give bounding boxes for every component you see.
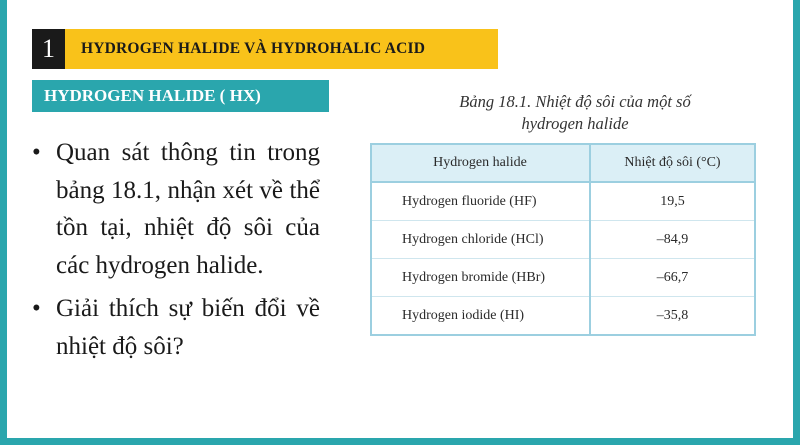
- bullet-icon: •: [32, 139, 41, 166]
- compound-cell: Hydrogen iodide (HI): [371, 297, 590, 336]
- compound-cell: Hydrogen fluoride (HF): [371, 182, 590, 221]
- section-header: [32, 29, 498, 69]
- compound-cell: Hydrogen chloride (HCl): [371, 221, 590, 259]
- boiling-point-table: [370, 143, 756, 336]
- compound-cell: Hydrogen bromide (HBr): [371, 259, 590, 297]
- bullet-text: Giải thích sự biến đổi về nhiệt độ sôi?: [56, 295, 320, 360]
- boiling-point-cell: –84,9: [590, 221, 755, 259]
- bullet-icon: •: [32, 295, 41, 322]
- bullet-list: [30, 134, 320, 365]
- table-caption-line: Bảng 18.1. Nhiệt độ sôi của một số: [459, 92, 691, 111]
- bullet-text: Quan sát thông tin trong bảng 18.1, nhận xét về thể tồn tại, nhiệt độ sôi của các hydrogen halide.: [56, 139, 320, 279]
- boiling-point-cell: 19,5: [590, 182, 755, 221]
- bullet-item: [30, 290, 320, 365]
- section-number: 1: [32, 29, 65, 69]
- column-header: Nhiệt độ sôi (°C): [590, 144, 755, 182]
- table-row: [371, 259, 755, 297]
- table-row: [371, 221, 755, 259]
- boiling-point-cell: –35,8: [590, 297, 755, 336]
- boiling-point-cell: –66,7: [590, 259, 755, 297]
- table-caption-line: hydrogen halide: [521, 114, 629, 133]
- column-header: Hydrogen halide: [371, 144, 590, 182]
- left-accent-bar: [0, 0, 7, 445]
- section-title: HYDROGEN HALIDE VÀ HYDROHALIC ACID: [81, 40, 426, 57]
- table-row: [371, 182, 755, 221]
- subheader: HYDROGEN HALIDE ( HX): [32, 80, 329, 112]
- table-row: [371, 297, 755, 336]
- bullet-item: [30, 134, 320, 284]
- table-header-row: [371, 144, 755, 182]
- table-caption: [420, 91, 730, 135]
